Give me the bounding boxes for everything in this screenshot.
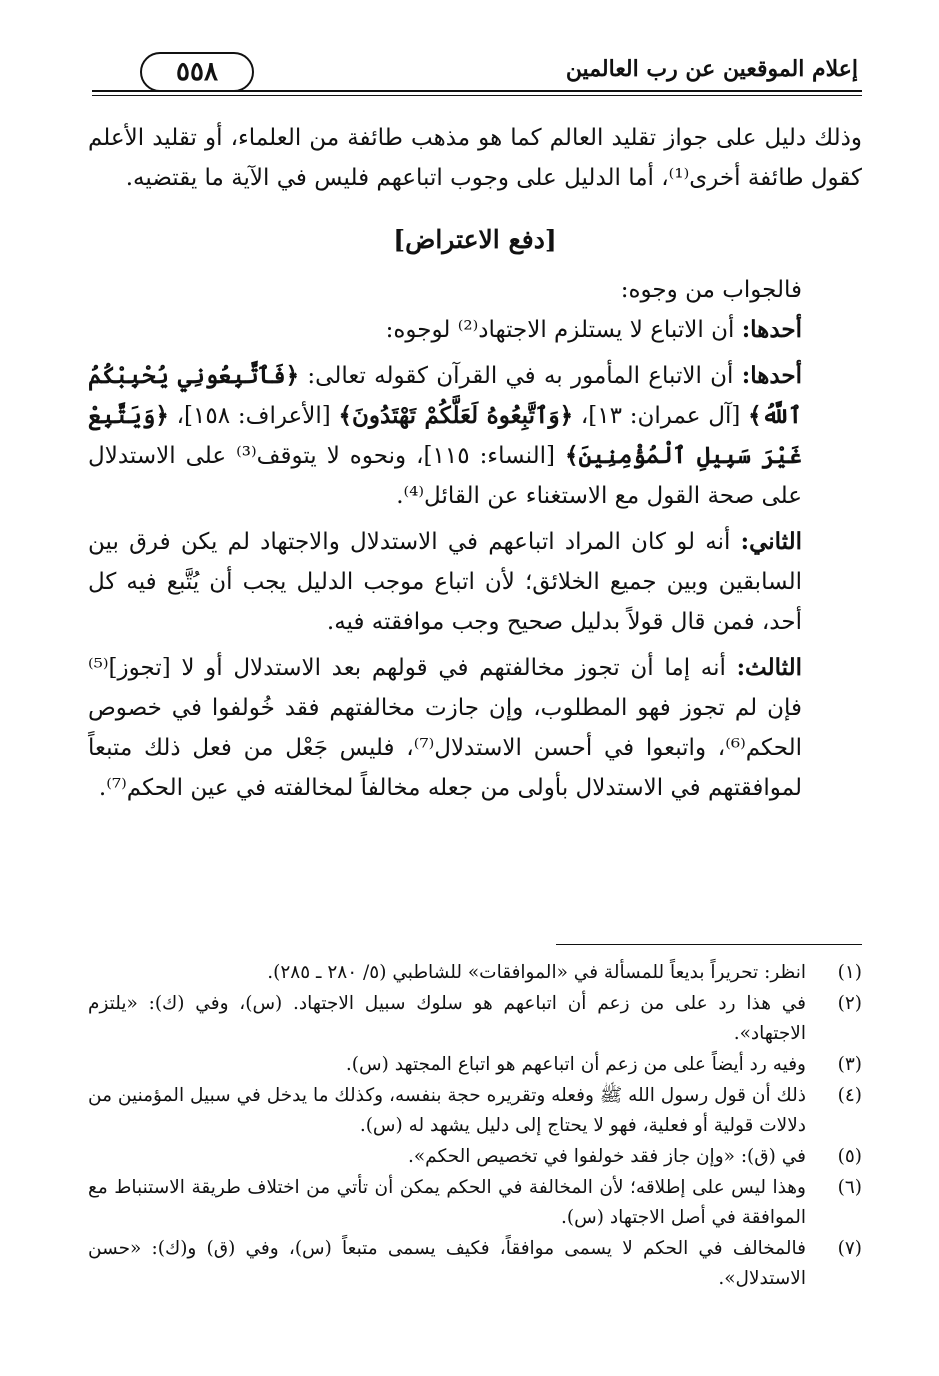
footnote-number: (١) [837,962,862,983]
point-label: أحدها: [741,316,802,343]
footnote-text: فالمخالف في الحكم لا يسمى موافقاً، فكيف يسمى متبعاً (س)، وفي (ق) و(ك): «حسن الاستدلال». [88,1238,806,1289]
footnote [88,1050,862,1080]
point-text: أن الاتباع لا يستلزم الاجتهاد⁽²⁾ لوجوه: [385,317,742,343]
section-heading: [دفع الاعتراض] [393,225,557,254]
running-title: إعلام الموقعين عن رب العالمين [565,56,858,82]
point-text: [النساء: ١١٥]، ونحوه لا يتوقف⁽³⁾ على الاستدلال على صحة القول مع الاستغناء عن القائل⁽⁴⁾. [88,443,802,509]
footnote-number: (٢) [837,993,862,1014]
header-rule-thin [92,95,862,96]
footnote-number: (٣) [837,1054,862,1075]
paragraph: فالجواب من وجوه: [620,277,802,303]
footnote [88,1234,862,1294]
footnote [88,1173,862,1233]
footnote [88,1081,862,1141]
verse-reference: [الأعراف: ١٥٨]، [168,403,339,429]
paragraph [88,522,862,642]
page-header [92,52,862,96]
footnote-text: انظر: تحريراً بديعاً للمسألة في «الموافقات» للشاطبي (٥/ ٢٨٠ ـ ٢٨٥). [267,962,806,983]
paragraph: وذلك دليل على جواز تقليد العالم كما هو مذهب طائفة من العلماء، أو تقليد الأعلم كقول طائفة أخرى⁽¹⁾، أما الدليل على وجوب اتباعهم فليس في الآية ما يقتضيه. [88,125,862,191]
footnote-number: (٧) [837,1238,862,1259]
verse-reference: [آل عمران: ١٣]، [573,403,749,429]
paragraph [88,648,862,808]
footnote-number: (٤) [837,1085,862,1106]
footnote-text: ذلك أن قول رسول الله ﷺ وفعله وتقريره حجة بنفسه، وكذلك ما يدخل في سبيل المؤمنين من دلالات قولية أو فعلية، فهو لا يحتاج إلى دليل يشهد له (س). [88,1085,806,1136]
main-text [88,118,862,808]
quran-verse: ﴿فَٱتَّبِعُونِي يُحْبِبْكُمُ ٱللَّهُ﴾ [88,362,803,429]
point-text: أن الاتباع المأمور به في القرآن كقوله تعالى: [299,363,742,389]
footnote [88,989,862,1049]
footnote-number: (٥) [837,1146,862,1167]
point-label: الثاني: [740,528,802,555]
footnote [88,958,862,988]
paragraph [88,356,862,516]
footnote [88,1142,862,1172]
footnote-text: وهذا ليس على إطلاقه؛ لأن المخالفة في الحكم يمكن أن تأتي من اختلاف طريقة الاستنباط مع الموافقة في أصل الاجتهاد (س). [88,1177,806,1228]
point-label: أحدها: [741,362,803,389]
page-number-badge: ٥٥٨ [140,52,254,92]
footnotes [88,958,862,1295]
paragraph [88,310,862,350]
quran-verse: ﴿وَيَتَّبِعْ غَيْرَ سَبِيلِ ٱلْمُؤْمِنِينَ﴾ [88,402,802,469]
footnote-text: في (ق): «وإن جاز فقد خولفوا في تخصيص الحكم». [407,1146,806,1167]
footnote-separator [556,944,862,945]
point-text: أنه لو كان المراد اتباعهم في الاستدلال والاجتهاد لم يكن فرق بين السابقين وبين جميع الخلائق؛ لأن اتباع موجب الدليل يجب أن يُتَّبع فيه كل أحد، فمن قال قولاً بدليل صحيح وجب موافقته فيه. [88,529,802,635]
point-label: الثالث: [736,654,802,681]
footnote-text: في هذا رد على من زعم أن اتباعهم هو سلوك سبيل الاجتهاد. (س)، وفي (ك): «يلتزم الاجتهاد». [88,993,806,1044]
point-text: أنه إما أن تجوز مخالفتهم في قولهم بعد الاستدلال أو لا [تجوز]⁽⁵⁾ فإن لم تجوز فهو المطلوب، وإن جازت مخالفتهم فقد خُولفوا في خصوص الحكم⁽⁶⁾، واتبعوا في أحسن الاستدلال⁽⁷⁾، فليس جَعْل من فعل ذلك متبعاً لموافقتهم في الاستدلال بأولى من جعله مخالفاً لمخالفته في عين الحكم⁽⁷⁾. [88,655,802,801]
quran-verse: ﴿وَٱتَّبِعُوهُ لَعَلَّكُمْ تَهْتَدُونَ﴾ [338,402,574,429]
footnote-text: وفيه رد أيضاً على من زعم أن اتباعهم هو اتباع المجتهد (س). [345,1054,806,1075]
footnote-number: (٦) [837,1177,862,1198]
